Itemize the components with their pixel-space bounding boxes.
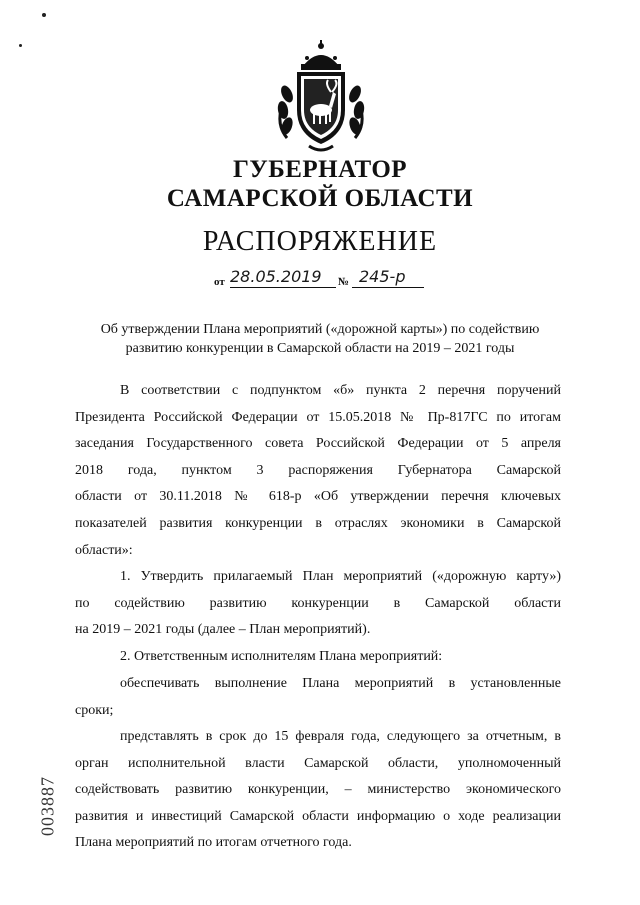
date-number-line	[214, 267, 434, 290]
handwritten-date: 28.05.2019	[230, 267, 322, 286]
paragraph-item-2	[75, 644, 561, 671]
text-line: заседания Государственного совета Российской Федерации от 5 апреля	[75, 436, 561, 452]
subject-line: Об утверждении Плана мероприятий («дорожной карты») по содействию	[100, 322, 540, 337]
text-line: орган исполнительной власти Самарской области, уполномоченный	[75, 755, 561, 771]
document-subject	[60, 320, 580, 358]
text-line: обеспечивать выполнение Плана мероприятий в установленные	[120, 676, 561, 691]
text-line: 2. Ответственным исполнителям Плана мероприятий:	[120, 649, 443, 664]
number-underline	[352, 287, 424, 288]
paragraph-preamble	[75, 378, 561, 564]
document-type: РАСПОРЯЖЕНИЕ	[202, 226, 438, 257]
text-line: по содействию развитию конкуренции в Самарской области	[75, 595, 561, 611]
coat-of-arms-icon	[273, 40, 369, 156]
paragraph-subitem-1	[75, 671, 561, 724]
scan-speck	[19, 44, 22, 47]
text-line: области»:	[75, 542, 133, 558]
text-line: 1. Утвердить прилагаемый План мероприятий («дорожную карту»)	[120, 569, 561, 584]
subject-line: развитию конкуренции в Самарской области на 2019 – 2021 годы	[125, 341, 515, 356]
text-line: представлять в срок до 15 февраля года, следующего за отчетным, в	[120, 729, 561, 744]
text-line: на 2019 – 2021 годы (далее – План мероприятий).	[75, 622, 371, 638]
handwritten-number: 245-р	[359, 267, 406, 286]
region-title: САМАРСКОЙ ОБЛАСТИ	[166, 185, 474, 212]
governor-title: ГУБЕРНАТОР	[232, 156, 408, 183]
text-line: области от 30.11.2018 № 618-р «Об утверждении перечня ключевых	[75, 489, 561, 505]
text-line: 2018 года, пунктом 3 распоряжения Губернатора Самарской	[75, 462, 561, 478]
date-underline	[230, 287, 336, 288]
date-from-label: от	[214, 276, 225, 288]
text-line: сроки;	[75, 702, 114, 718]
registration-number-text: 003887	[37, 776, 58, 836]
text-line: содействовать развитию конкуренции, – министерство экономического	[75, 782, 561, 798]
paragraph-item-1	[75, 564, 561, 644]
paragraph-subitem-2	[75, 724, 561, 857]
text-line: Президента Российской Федерации от 15.05.2018 № Пр-817ГС по итогам	[75, 409, 561, 425]
scan-speck	[42, 13, 46, 17]
text-line: В соответствии с подпунктом «б» пункта 2 перечня поручений	[120, 383, 561, 398]
text-line: показателей развития конкуренции в отраслях экономики в Самарской	[75, 515, 561, 531]
registration-stamp-number	[28, 776, 68, 836]
number-label: №	[338, 276, 350, 288]
text-line: развития и инвестиций Самарской области информацию о ходе реализации	[75, 808, 561, 824]
text-line: Плана мероприятий по итогам отчетного года.	[75, 835, 352, 851]
